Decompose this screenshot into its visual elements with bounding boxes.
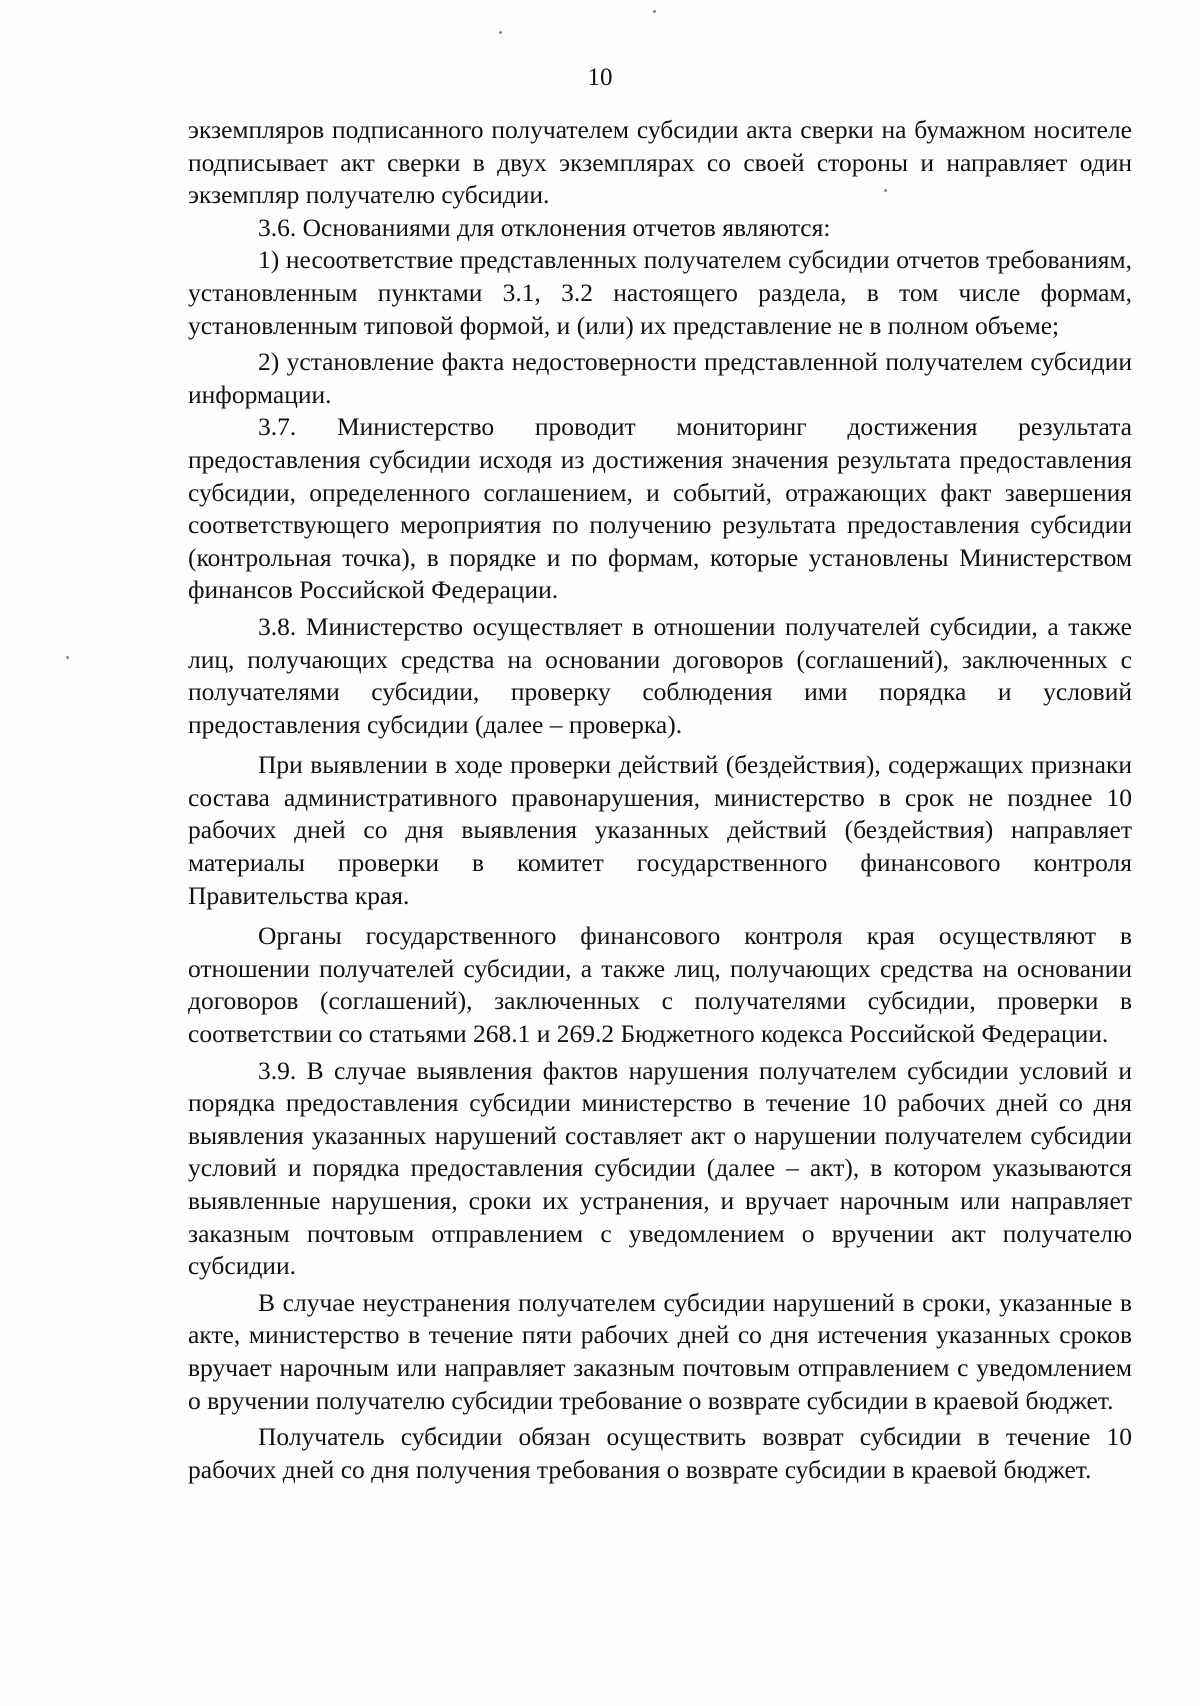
paragraph-3-8-violations: При выявлении в ходе проверки действий (бездействия), содержащих признаки состава административного правонарушения, министерство в срок не позднее 10 рабочих дней со дня выявления указанных действий (бездействия) направляет материалы проверки в комитет государственного финансового контроля Правительства края. bbox=[188, 750, 1132, 910]
paragraph-3-9-refund: Получатель субсидии обязан осуществить возврат субсидии в течение 10 рабочих дней со дня получения требования о возврате субсидии в краевой бюджет. bbox=[188, 1422, 1132, 1484]
paragraph-3-8: 3.8. Министерство осуществляет в отношении получателей субсидии, а также лиц, получающих средства на основании договоров (соглашений), заключенных с получателями субсидии, проверку соблюдения ими порядка и условий предоставления субсидии (далее – проверка). bbox=[188, 611, 1132, 739]
paragraph-3-7: 3.7. Министерство проводит мониторинг достижения результата предоставления субсидии исходя из достижения значения результата предоставления субсидии, определенного соглашением, и событий, отражающих факт завершения соответствующего мероприятия по получению результата предоставления субсидии (контрольная точка), в порядке и по формам, которые установлены Министерством финансов Российской Федерации. bbox=[188, 412, 1132, 605]
paragraph-3-8-control-bodies: Органы государственного финансового контроля края осуществляют в отношении получателей субсидии, а также лиц, получающих средства на основании договоров (соглашений), заключенных с получателями субсидии, проверки в соответствии со статьями 268.1 и 269.2 Бюджетного кодекса Российской Федерации. bbox=[188, 921, 1132, 1049]
document-body bbox=[188, 114, 1132, 1486]
paragraph-continuation: экземпляров подписанного получателем субсидии акта сверки на бумажном носителе подписывает акт сверки в двух экземплярах со своей стороны и направляет один экземпляр получателю субсидии. bbox=[188, 115, 1132, 210]
paragraph-3-6: 3.6. Основаниями для отклонения отчетов являются: bbox=[258, 212, 831, 242]
page-number: 10 bbox=[587, 64, 613, 91]
scan-speck bbox=[499, 31, 502, 34]
scan-speck bbox=[653, 10, 656, 13]
paragraph-3-9: 3.9. В случае выявления фактов нарушения получателем субсидии условий и порядка предоставления субсидии министерство в течение 10 рабочих дней со дня выявления указанных нарушений составляет акт о нарушении получателем субсидии условий и порядка предоставления субсидии (далее – акт), в котором указываются выявленные нарушения, сроки их устранения, и вручает нарочным или направляет заказным почтовым отправлением с уведомлением о вручении акт получателю субсидии. bbox=[188, 1055, 1132, 1281]
paragraph-3-9-non-elimination: В случае неустранения получателем субсидии нарушений в сроки, указанные в акте, министерство в течение пяти рабочих дней со дня истечения указанных сроков вручает нарочным или направляет заказным почтовым отправлением с уведомлением о вручении получателю субсидии требование о возврате субсидии в краевой бюджет. bbox=[188, 1287, 1132, 1415]
paragraph-3-6-item-1: 1) несоответствие представленных получателем субсидии отчетов требованиям, установленным пунктами 3.1, 3.2 настоящего раздела, в том числе формам, установленным типовой формой, и (или) их представление не в полном объеме; bbox=[188, 245, 1132, 340]
scan-speck bbox=[66, 656, 69, 659]
paragraph-3-6-item-2: 2) установление факта недостоверности представленной получателем субсидии информации. bbox=[188, 347, 1132, 409]
